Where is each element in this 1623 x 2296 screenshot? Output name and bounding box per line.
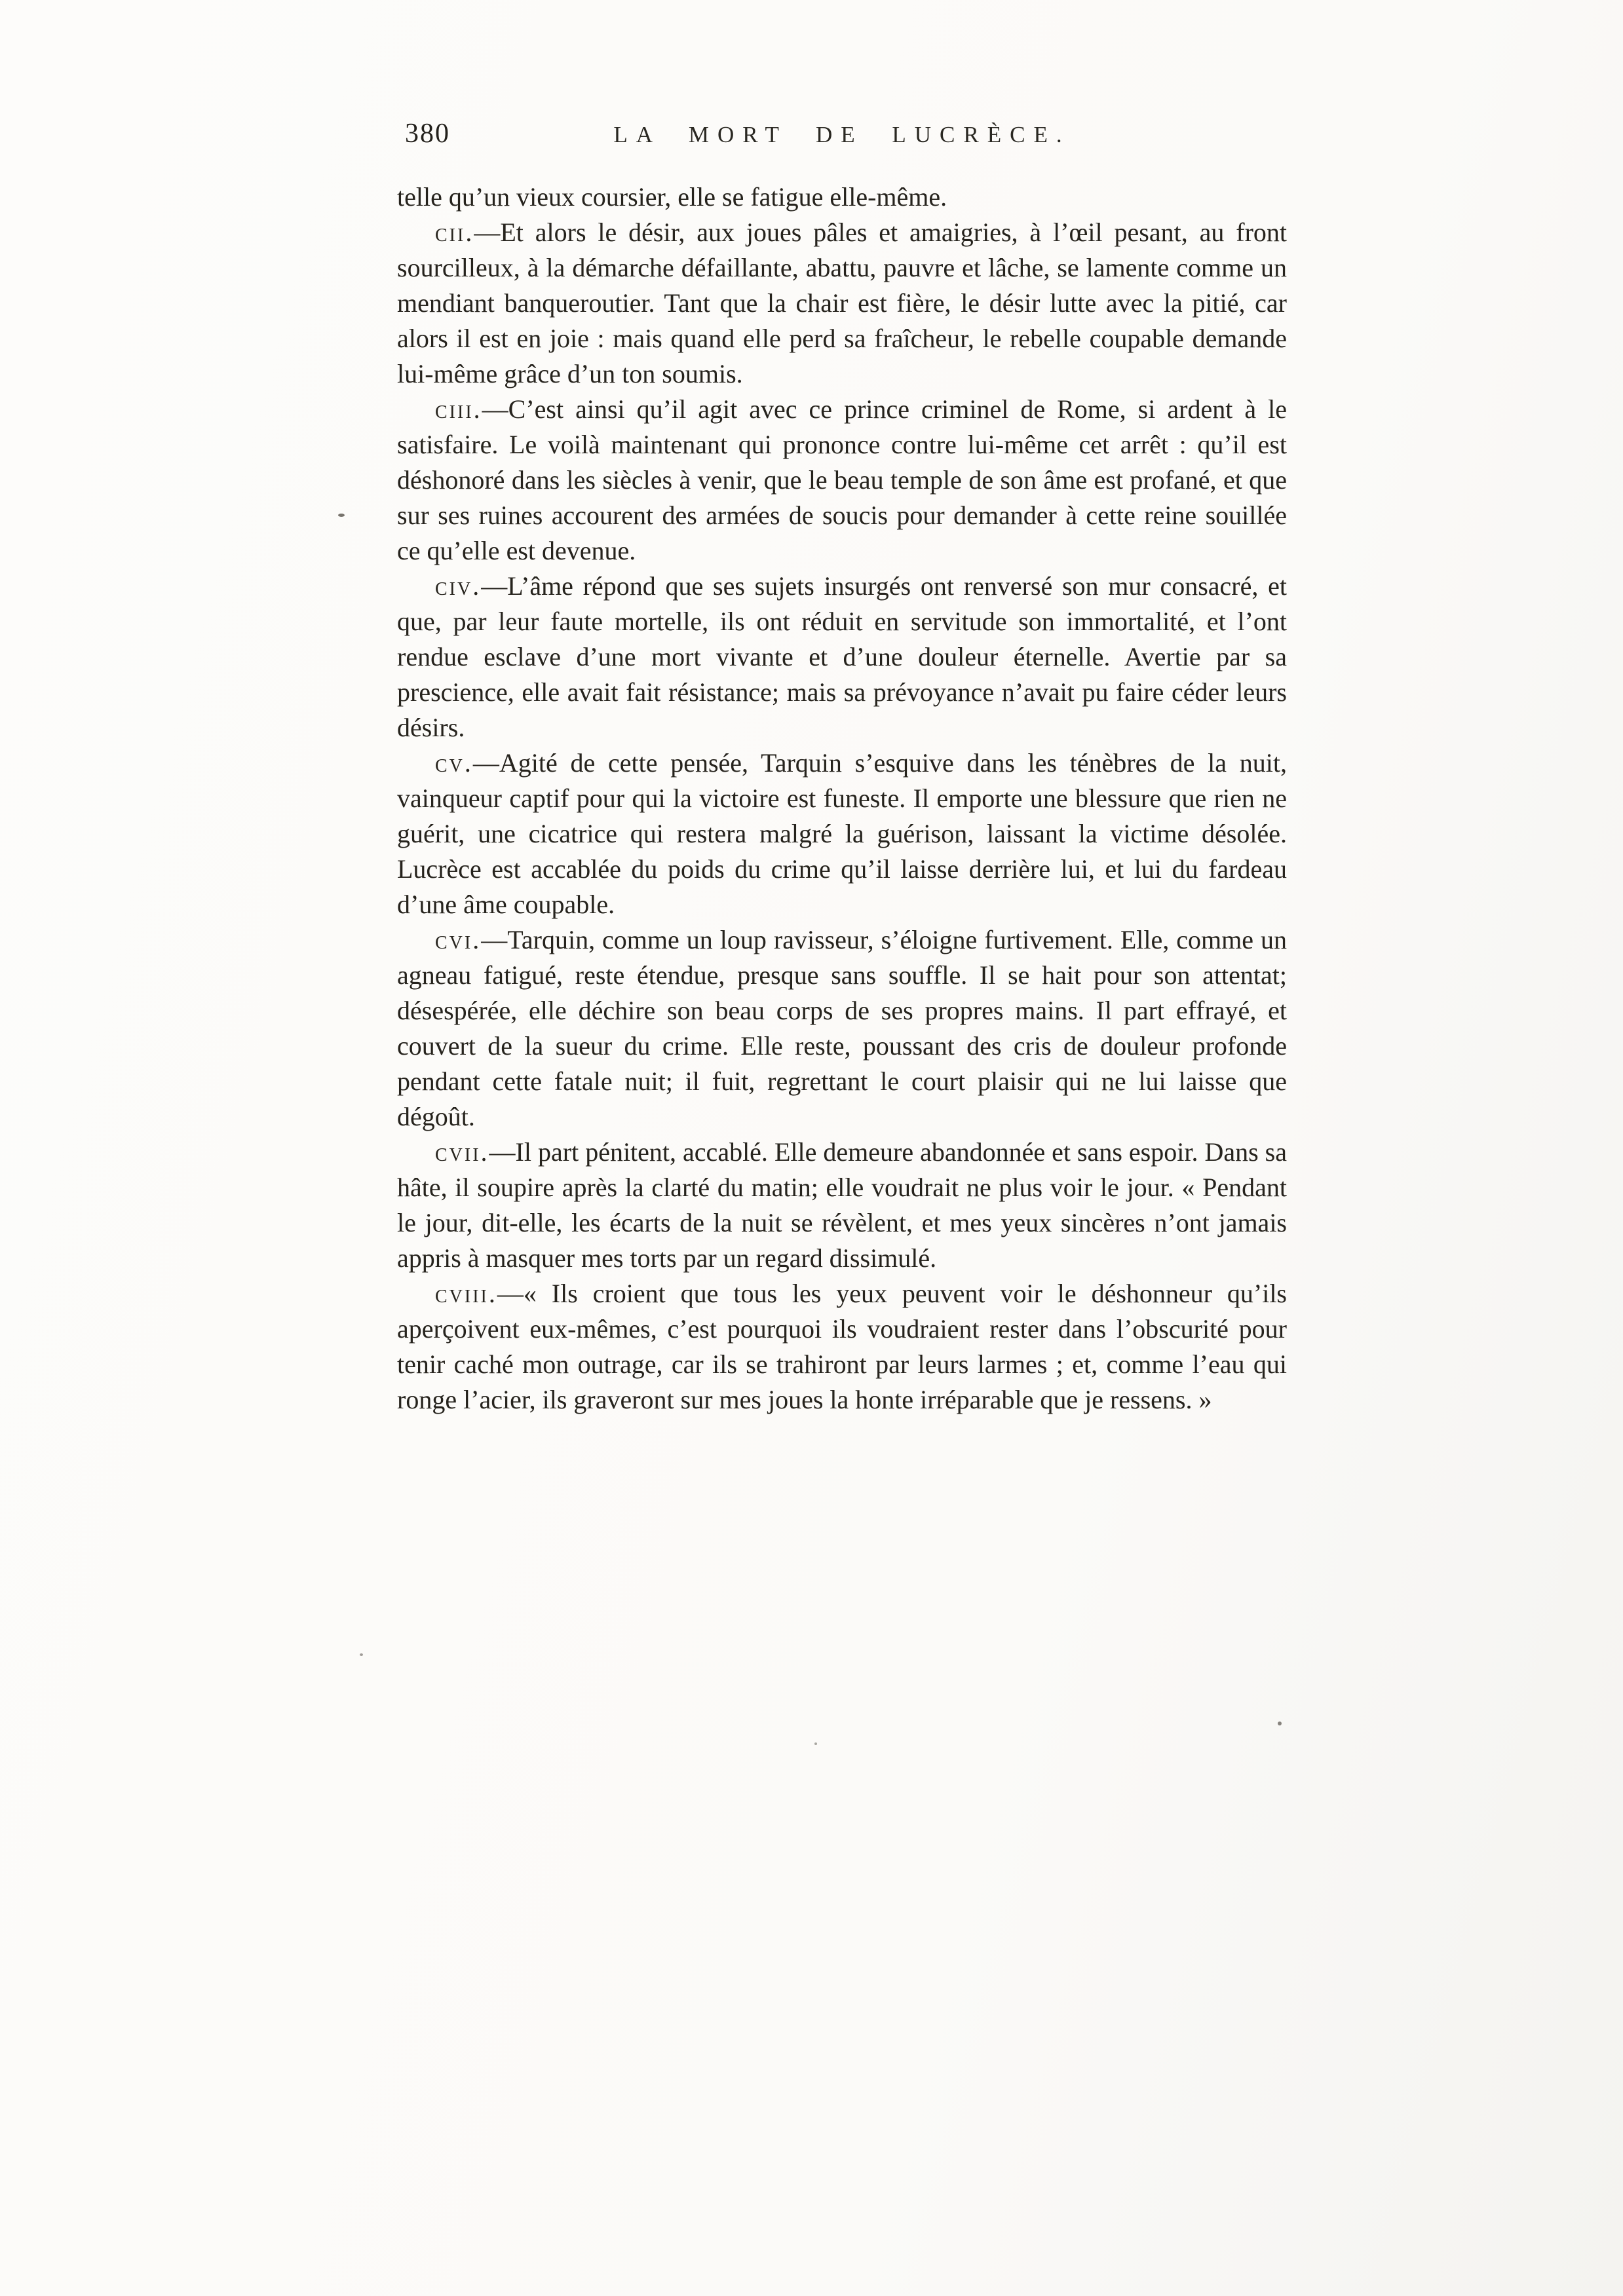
paragraph-text: —Et alors le désir, aux joues pâles et amaigries, à l’œil pesant, au front sourcilleux, à la démarche défaillante, abattu, pauvre et lâche, se lamente comme un mendiant banqueroutier. Tant que la chair est fière, le désir lutte avec la pitié, car alors il est en joie : mais quand elle perd sa fraîcheur, le rebelle coupable demande lui-même grâce d’un ton soumis. <box>397 217 1287 388</box>
paragraph-number: civ. <box>435 571 482 601</box>
scan-speck <box>338 514 345 517</box>
text-block <box>397 179 1287 1418</box>
paragraph-cviii <box>397 1276 1287 1418</box>
paragraph-text: telle qu’un vieux coursier, elle se fatigue elle-même. <box>397 182 947 212</box>
paragraph-continuation <box>397 179 1287 215</box>
page-number: 380 <box>405 119 450 149</box>
paragraph-number: cv. <box>435 748 473 778</box>
paragraph-text: —Il part pénitent, accablé. Elle demeure abandonnée et sans espoir. Dans sa hâte, il soupire après la clarté du matin; elle voudrait ne plus voir le jour. « Pendant le jour, dit-elle, les écarts de la nuit se révèlent, et mes yeux sincères n’ont jamais appris à masquer mes torts par un regard dissimulé. <box>397 1137 1287 1273</box>
scan-speck <box>1278 1722 1282 1725</box>
paragraph-cvi <box>397 922 1287 1135</box>
paragraph-number: cvi. <box>435 925 482 954</box>
paragraph-civ <box>397 569 1287 745</box>
scan-speck <box>814 1742 817 1745</box>
paragraph-text: —Tarquin, comme un loup ravisseur, s’éloigne furtivement. Elle, comme un agneau fatigué, reste étendue, presque sans souffle. Il se hait pour son attentat; désespérée, elle déchire son beau corps de ses propres mains. Il part effrayé, et couvert de la sueur du crime. Elle reste, poussant des cris de douleur profonde pendant cette fatale nuit; il fuit, regrettant le court plaisir qui ne lui laisse que dégoût. <box>397 925 1287 1131</box>
scan-speck <box>360 1653 363 1656</box>
paragraph-cv <box>397 745 1287 922</box>
page-header <box>397 117 1287 159</box>
paragraph-cii <box>397 215 1287 392</box>
paragraph-number: cvii. <box>435 1137 489 1167</box>
paragraph-cvii <box>397 1135 1287 1276</box>
paragraph-text: —Agité de cette pensée, Tarquin s’esquive dans les ténèbres de la nuit, vainqueur captif pour qui la victoire est funeste. Il emporte une blessure que rien ne guérit, une cicatrice qui restera malgré la guérison, laissant la victime désolée. Lucrèce est accablée du poids du crime qu’il laisse derrière lui, et lui du fardeau d’une âme coupable. <box>397 748 1287 919</box>
paragraph-text: —L’âme répond que ses sujets insurgés ont renversé son mur consacré, et que, par leur faute mortelle, ils ont réduit en servitude son immortalité, et l’ont rendue esclave d’une mort vivante et d’une douleur éternelle. Avertie par sa prescience, elle avait fait résistance; mais sa prévoyance n’avait pu faire céder leurs désirs. <box>397 571 1287 742</box>
paragraph-text: —« Ils croient que tous les yeux peuvent voir le déshonneur qu’ils aperçoivent eux-mêmes, c’est pourquoi ils voudraient rester dans l’obscurité pour tenir caché mon outrage, car ils se trahiront par leurs larmes ; et, comme l’eau qui ronge l’acier, ils graveront sur mes joues la honte irréparable que je ressens. » <box>397 1279 1287 1414</box>
paragraph-number: cviii. <box>435 1279 497 1308</box>
paragraph-number: cii. <box>435 217 474 247</box>
paragraph-ciii <box>397 392 1287 569</box>
paragraph-text: —C’est ainsi qu’il agit avec ce prince criminel de Rome, si ardent à le satisfaire. Le voilà maintenant qui prononce contre lui-même cet arrêt : qu’il est déshonoré dans les siècles à venir, que le beau temple de son âme est profané, et que sur ses ruines accourent des armées de soucis pour demander à cette reine souillée ce qu’elle est devenue. <box>397 394 1287 565</box>
running-title: LA MORT DE LUCRÈCE. <box>613 122 1071 147</box>
paragraph-number: ciii. <box>435 394 482 424</box>
